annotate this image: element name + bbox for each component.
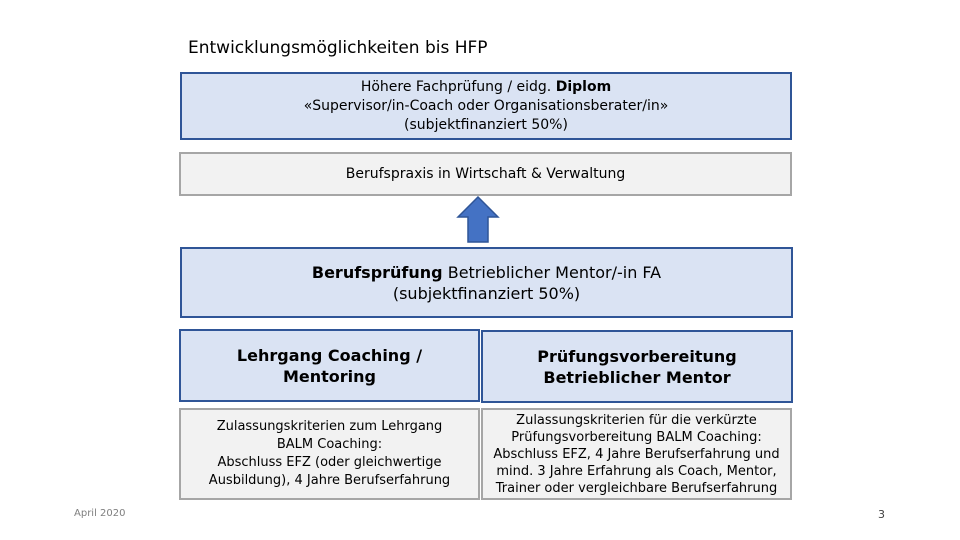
prep-line-1: Prüfungsvorbereitung: [537, 346, 737, 366]
bp-box: [180, 247, 793, 318]
course-line-2: Mentoring: [282, 366, 377, 386]
hfp-line-2: «Supervisor/in-Coach oder Organisationsberater/in»: [303, 97, 669, 114]
course-criteria-line-3: Abschluss EFZ (oder gleichwertige: [217, 455, 442, 470]
hfp-box: [180, 72, 792, 140]
course-line-1: Lehrgang Coaching /: [236, 345, 423, 365]
course-criteria-line-2: BALM Coaching:: [276, 437, 383, 452]
hfp-line-1-prefix: Höhere Fachprüfung / eidg.: [360, 78, 556, 95]
hfp-line-1-bold: Diplom: [555, 78, 612, 95]
practice-text: Berufspraxis in Wirtschaft & Verwaltung: [345, 166, 626, 182]
bp-line-1: [312, 262, 661, 283]
prep-criteria-line-2: Prüfungsvorbereitung BALM Coaching:: [511, 429, 762, 445]
prep-criteria-line-3: Abschluss EFZ, 4 Jahre Berufserfahrung und: [493, 446, 780, 462]
prep-line-2: Betrieblicher Mentor: [543, 367, 731, 387]
prep-criteria-line-5: Trainer oder vergleichbare Berufserfahrung: [495, 480, 778, 496]
course-criteria-line-1: Zulassungskriterien zum Lehrgang: [216, 419, 443, 434]
bp-line-2: (subjektfinanziert 50%): [392, 283, 581, 303]
footer-date: April 2020: [74, 508, 126, 519]
course-criteria-line-4: Ausbildung), 4 Jahre Berufserfahrung: [208, 473, 451, 488]
course-box: [179, 329, 480, 402]
prep-criteria-line-4: mind. 3 Jahre Erfahrung als Coach, Mentor,: [496, 463, 777, 479]
page-number: 3: [878, 508, 885, 521]
bp-line-1-bold: Berufsprüfung: [311, 262, 443, 282]
prep-box: [481, 330, 793, 403]
hfp-line-1: [361, 78, 611, 97]
course-criteria-box: [179, 408, 480, 500]
page-title: Entwicklungsmöglichkeiten bis HFP: [188, 38, 488, 58]
bp-line-1-rest: Betrieblicher Mentor/-in FA: [442, 262, 662, 282]
prep-criteria-line-1: Zulassungskriterien für die verkürzte: [516, 412, 757, 428]
practice-box: [179, 152, 792, 196]
hfp-line-3: (subjektfinanziert 50%): [404, 116, 568, 133]
prep-criteria-box: [481, 408, 792, 500]
up-arrow-icon: [456, 196, 500, 244]
